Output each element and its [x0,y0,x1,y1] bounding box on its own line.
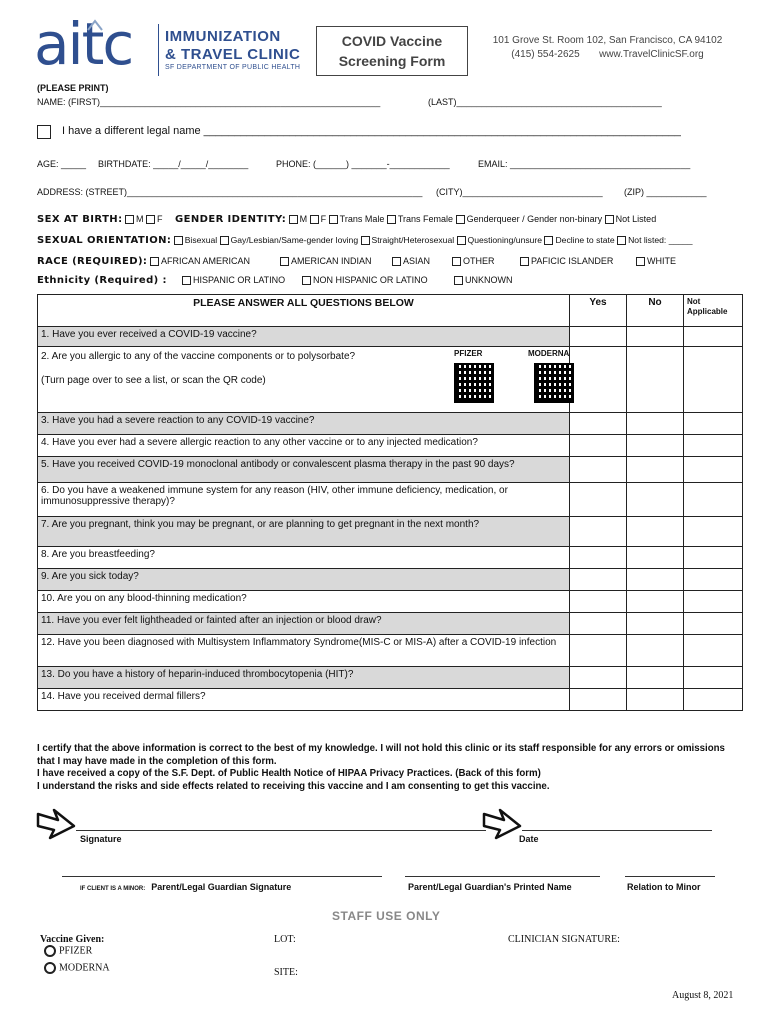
legal-name-field[interactable]: I have a different legal name ______________________________________________________________________________ [62,125,681,137]
moderna-label: MODERNA [528,349,570,358]
race-option[interactable]: ASIAN [392,256,430,266]
orient-gay-label: Gay/Lesbian/Same-gender loving [230,235,359,245]
date-line[interactable] [522,820,712,831]
col-na: Not Applicable [684,295,743,321]
answer-yes[interactable] [570,327,627,347]
table-row: 6. Do you have a weakened immune system for any reason (HIV, other immune deficiency, medication, or immunosuppressive therapy)? [38,483,743,517]
race-option[interactable]: WHITE [636,256,676,266]
site-label: SITE: [274,967,298,978]
form-title-line2: Screening Form [338,53,446,69]
please-print: (PLEASE PRINT) [37,83,109,93]
answer-na[interactable] [684,689,743,711]
answer-na[interactable] [684,569,743,591]
table-row: 8. Are you breastfeeding? [38,547,743,569]
first-name-field[interactable]: NAME: (FIRST)________________________________________________________ [37,97,381,107]
staff-moderna-option[interactable]: MODERNA [44,962,110,974]
orient-straight-checkbox[interactable] [361,236,370,245]
answer-na[interactable] [684,635,743,667]
answer-na[interactable] [684,591,743,613]
table-row: 11. Have you ever felt lightheaded or fainted after an injection or blood draw? [38,613,743,635]
answer-yes[interactable] [570,591,627,613]
staff-pfizer-option[interactable]: PFIZER [44,945,92,957]
ethnicity-option[interactable]: NON HISPANIC OR LATINO [302,275,428,285]
gender-transmale-label: Trans Male [339,214,385,224]
table-row: 1. Have you ever received a COVID-19 vaccine? [38,327,743,347]
race-option[interactable]: AMERICAN INDIAN [280,256,372,266]
table-row: 14. Have you received dermal fillers? [38,689,743,711]
race-option[interactable]: AFRICAN AMERICAN [150,256,250,266]
logo-accent-icon [86,18,104,32]
answer-no[interactable] [627,547,684,569]
gender-f-label: F [320,214,327,224]
orient-straight-label: Straight/Heterosexual [371,235,455,245]
sex-f-checkbox[interactable] [146,215,155,224]
answer-na[interactable] [684,667,743,689]
orient-bi-checkbox[interactable] [174,236,183,245]
city-field[interactable]: (CITY)____________________________ [436,187,603,197]
phone-field[interactable]: PHONE: (______) _______-____________ [276,159,450,169]
last-name-field[interactable]: (LAST)_________________________________________ [428,97,662,107]
answer-na[interactable] [684,413,743,435]
table-row: 9. Are you sick today? [38,569,743,591]
pfizer-qr-code[interactable] [454,363,494,403]
orient-notlisted-checkbox[interactable] [617,236,626,245]
answer-yes[interactable] [570,667,627,689]
gender-transfemale-checkbox[interactable] [387,215,396,224]
clinic-department: SF DEPARTMENT OF PUBLIC HEALTH [165,64,301,71]
gender-f-checkbox[interactable] [310,215,319,224]
staff-use-title: STAFF USE ONLY [332,909,441,923]
answer-na[interactable] [684,457,743,483]
contact-line: (415) 554-2625 www.TravelClinicSF.org [511,49,704,60]
sex-f-label: F [157,214,163,224]
answer-no[interactable] [627,457,684,483]
answer-no[interactable] [627,569,684,591]
answer-no[interactable] [627,347,684,413]
certification-text: I certify that the above information is correct to the best of my knowledge. I will not hold this clinic or its staff responsible for any errors or omissions that I may have made in the completion of this form. I have received a copy of the S.F. Dept. of Public Health Notice of HIPAA Privacy Practices. (Back of this form) I understand the risks and side effects related to receiving this vaccine and I am consenting to get this vaccine. [37,743,725,792]
signature-line[interactable] [76,820,486,831]
answer-na[interactable] [684,483,743,517]
answer-no[interactable] [627,635,684,667]
table-row: 13. Do you have a history of heparin-induced thrombocytopenia (HIT)? [38,667,743,689]
answer-yes[interactable] [570,569,627,591]
table-row: 3. Have you had a severe reaction to any COVID-19 vaccine? [38,413,743,435]
sex-gender-row [37,214,656,225]
table-header-row [38,295,743,321]
gender-m-label: M [299,214,308,224]
gender-label: GENDER IDENTITY: [175,214,287,225]
clinic-name-line2: & TRAVEL CLINIC [165,46,301,63]
sex-m-label: M [136,214,144,224]
answer-yes[interactable] [570,347,627,413]
answer-yes[interactable] [570,613,627,635]
age-field[interactable]: AGE: _____ [37,159,87,169]
answer-yes[interactable] [570,635,627,667]
gender-transfemale-label: Trans Female [397,214,454,224]
ethnicity-label: Ethnicity (Required) : [37,275,167,286]
table-row: 12. Have you been diagnosed with Multisystem Inflammatory Syndrome(MIS-C or MIS-A) after a COVID-19 infection [38,635,743,667]
form-date: August 8, 2021 [672,990,734,1001]
answer-na[interactable] [684,435,743,457]
form-title-box [316,26,468,76]
orient-decline-checkbox[interactable] [544,236,553,245]
clinician-signature-label: CLINICIAN SIGNATURE: [508,934,620,945]
minor-guardian-label: IF CLIENT IS A MINOR: Parent/Legal Guardian Signature [80,882,292,892]
orientation-label: SEXUAL ORIENTATION: [37,235,172,246]
moderna-radio-icon[interactable] [44,962,56,974]
answer-no[interactable] [627,591,684,613]
pfizer-label: PFIZER [454,349,483,358]
orient-notlisted-label: Not listed: _____ [628,235,693,245]
answer-no[interactable] [627,613,684,635]
moderna-qr-code[interactable] [534,363,574,403]
answer-yes[interactable] [570,517,627,547]
clinic-address [480,34,735,62]
answer-no[interactable] [627,689,684,711]
relation-line[interactable] [625,866,715,877]
guardian-signature-line[interactable] [62,866,382,877]
col-no: No [627,295,684,321]
birthdate-field[interactable]: BIRTHDATE: _____/_____/________ [98,159,249,169]
table-row: 7. Are you pregnant, think you may be pregnant, or are planning to get pregnant in the next month? [38,517,743,547]
answer-na[interactable] [684,517,743,547]
race-option[interactable]: OTHER [452,256,495,266]
answer-yes[interactable] [570,547,627,569]
answer-no[interactable] [627,483,684,517]
answer-no[interactable] [627,435,684,457]
answer-yes[interactable] [570,457,627,483]
zip-field[interactable]: (ZIP) ____________ [624,187,707,197]
questions-table [37,294,743,711]
guardian-name-line[interactable] [405,866,600,877]
pfizer-radio-icon[interactable] [44,945,56,957]
answer-yes[interactable] [570,689,627,711]
orientation-row [37,235,693,246]
gender-nonbinary-checkbox[interactable] [456,215,465,224]
table-row: 5. Have you received COVID-19 monoclonal antibody or convalescent plasma therapy in the past 90 days? [38,457,743,483]
ethnicity-option[interactable]: HISPANIC OR LATINO [182,275,285,285]
orient-bi-label: Bisexual [184,235,218,245]
answer-no[interactable] [627,327,684,347]
ethnicity-option[interactable]: UNKNOWN [454,275,513,285]
gender-notlisted-label: Not Listed [615,214,657,224]
orient-questioning-checkbox[interactable] [457,236,466,245]
race-label: RACE (REQUIRED): [37,256,148,267]
street-field[interactable]: ADDRESS: (STREET)___________________________________________________________ [37,187,423,197]
legal-name-checkbox[interactable] [37,125,51,139]
relation-label: Relation to Minor [627,882,701,892]
gender-notlisted-checkbox[interactable] [605,215,614,224]
orient-decline-label: Decline to state [555,235,615,245]
sign-here-arrow-icon [36,808,76,840]
date-label: Date [519,834,539,844]
vaccine-given-label: Vaccine Given: [40,934,105,945]
table-row: 4. Have you ever had a severe allergic reaction to any other vaccine or to any injected medication? [38,435,743,457]
answer-yes[interactable] [570,435,627,457]
col-yes: Yes [570,295,627,321]
table-row: 10. Are you on any blood-thinning medication? [38,591,743,613]
answer-na[interactable] [684,613,743,635]
gender-nonbinary-label: Genderqueer / Gender non-binary [466,214,603,224]
race-option[interactable]: PAFICIC ISLANDER [520,256,613,266]
answer-no[interactable] [627,667,684,689]
answer-na[interactable] [684,547,743,569]
table-row: 2. Are you allergic to any of the vaccine components or to polysorbate? (Turn page over to see a list, or scan the QR code) PFIZER MODERNA [38,347,743,413]
answer-no[interactable] [627,413,684,435]
gender-transmale-checkbox[interactable] [329,215,338,224]
form-title-line1: COVID Vaccine [341,33,443,49]
answer-na[interactable] [684,347,743,413]
clinic-name-line1: IMMUNIZATION [165,28,281,45]
questions-header: PLEASE ANSWER ALL QUESTIONS BELOW [38,295,570,321]
orient-questioning-label: Questioning/unsure [467,235,543,245]
sex-m-checkbox[interactable] [125,215,134,224]
guardian-name-label: Parent/Legal Guardian's Printed Name [408,882,572,892]
answer-yes[interactable] [570,483,627,517]
gender-m-checkbox[interactable] [289,215,298,224]
answer-no[interactable] [627,517,684,547]
address-line: 101 Grove St. Room 102, San Francisco, CA 94102 [492,35,723,46]
answer-yes[interactable] [570,413,627,435]
clinic-logo: aitc [34,10,133,78]
orient-gay-checkbox[interactable] [220,236,229,245]
answer-na[interactable] [684,327,743,347]
lot-label: LOT: [274,934,296,945]
sex-label: SEX AT BIRTH: [37,214,123,225]
email-field[interactable]: EMAIL: ____________________________________ [478,159,691,169]
signature-label: Signature [80,834,122,844]
date-arrow-icon [482,808,522,840]
